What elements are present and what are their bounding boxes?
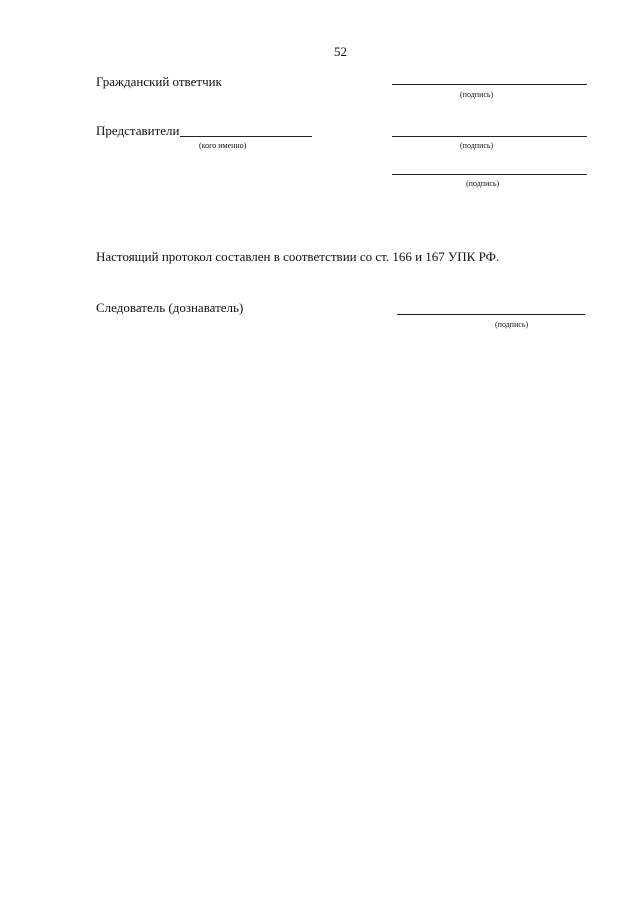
investigator-signature-line [397,314,585,315]
representatives-signature-caption-2: (подпись) [466,179,500,188]
page-number: 52 [334,44,347,59]
investigator-label: Следователь (дознаватель) [96,300,244,315]
representatives-who-line [180,136,312,137]
representatives-signature-line-2 [392,174,587,175]
representatives-signature-line-1 [392,136,587,137]
civil-defendant-signature-caption: (подпись) [460,90,494,99]
representatives-who-caption: (кого именно) [199,141,247,150]
representatives-signature-caption-1: (подпись) [460,141,494,150]
investigator-signature-caption: (подпись) [495,320,529,329]
civil-defendant-signature-line [392,84,587,85]
civil-defendant-label: Гражданский ответчик [96,74,222,89]
representatives-label: Представители [96,123,180,138]
protocol-statement: Настоящий протокол составлен в соответствии со ст. 166 и 167 УПК РФ. [96,249,500,264]
